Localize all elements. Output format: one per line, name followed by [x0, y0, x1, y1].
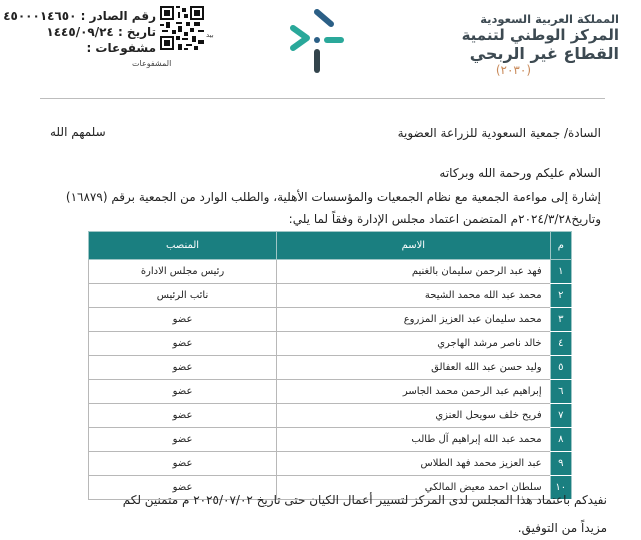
member-position: عضو — [89, 404, 277, 428]
member-name: فهد عبد الرحمن سليمان بالغنيم — [277, 260, 551, 284]
qr-code-icon — [160, 6, 204, 50]
member-name: إبراهيم عبد الرحمن محمد الجاسر — [277, 380, 551, 404]
table-row — [89, 452, 572, 476]
addressee: السادة/ جمعية السعودية للزراعة العضوية — [397, 126, 601, 140]
org-line-2: المركز الوطني لتنمية — [461, 26, 619, 44]
paragraph-1: إشارة إلى مواءمة الجمعية مع نظام الجمعيات والمؤسسات الأهلية، والطلب الوارد من الجمعية برقم (١٦٨٧٩) — [65, 190, 601, 204]
table-row — [89, 308, 572, 332]
ref-attachments-label: مشفوعات : — [86, 41, 156, 55]
member-position: عضو — [89, 452, 277, 476]
row-number: ٣ — [550, 308, 571, 332]
row-number: ٨ — [550, 428, 571, 452]
row-number: ٧ — [550, 404, 571, 428]
org-line-3: القطاع غير الربحي — [469, 44, 619, 63]
table-row — [89, 332, 572, 356]
member-name: سلطان احمد معيض المالكي — [277, 476, 551, 500]
table-row — [89, 356, 572, 380]
ref-number-value: ٤٥٠٠٠١٤٦٥٠ — [3, 9, 77, 23]
member-name: وليد حسن عبد الله العفالق — [277, 356, 551, 380]
row-number: ١٠ — [550, 476, 571, 500]
reference-block — [3, 8, 156, 56]
member-name: فريح خلف سويحل العنزي — [277, 404, 551, 428]
member-position: عضو — [89, 428, 277, 452]
salutation: سلمهم الله — [50, 125, 106, 139]
header-position: المنصب — [89, 232, 277, 260]
paragraph-2: وتاريخ٢٠٢٤/٣/٢٨م المتضمن اعتماد مجلس الإدارة وفقاً لما يلي: — [288, 212, 601, 226]
member-position: عضو — [89, 308, 277, 332]
member-name: محمد سليمان عبد العزيز المزروع — [277, 308, 551, 332]
table-header-row — [89, 232, 572, 260]
org-name-block — [429, 12, 619, 77]
member-position: عضو — [89, 380, 277, 404]
header-num: م — [550, 232, 571, 260]
table-row — [89, 260, 572, 284]
greeting: السلام عليكم ورحمة الله وبركاته — [439, 166, 601, 180]
member-position: رئيس مجلس الادارة — [89, 260, 277, 284]
paragraph-3: نفيدكم باعتماد هذا المجلس لدى المركز لتسيير أعمال الكيان حتى تاريخ ٢٠٢٥/٠٧/٠٢ م متمنين لكم — [122, 493, 607, 507]
member-position: عضو — [89, 476, 277, 500]
row-number: ١ — [550, 260, 571, 284]
row-number: ٤ — [550, 332, 571, 356]
row-number: ٩ — [550, 452, 571, 476]
row-number: ٢ — [550, 284, 571, 308]
org-year: (٢٠٣٠) — [495, 63, 531, 77]
member-position: عضو — [89, 356, 277, 380]
side-small-text: بيد — [206, 31, 214, 39]
member-position: نائب الرئيس — [89, 284, 277, 308]
member-name: عبد العزيز محمد فهد الطلاس — [277, 452, 551, 476]
table-row — [89, 428, 572, 452]
member-name: محمد عبد الله محمد الشيحة — [277, 284, 551, 308]
ref-attachments-row — [26, 40, 156, 56]
table-row — [89, 284, 572, 308]
row-number: ٥ — [550, 356, 571, 380]
ref-number-row — [3, 8, 156, 24]
member-name: محمد عبد الله إبراهيم آل طالب — [277, 428, 551, 452]
member-name: خالد ناصر مرشد الهاجري — [277, 332, 551, 356]
org-line-1: المملكة العربية السعودية — [480, 12, 619, 26]
table-row — [89, 380, 572, 404]
ref-sub-label: المشفوعات — [132, 59, 172, 68]
ref-number-label: رقم الصادر : — [80, 9, 156, 23]
table-row — [89, 404, 572, 428]
row-number: ٦ — [550, 380, 571, 404]
ref-date-label: تاريخ : — [117, 25, 156, 39]
ref-date-row — [26, 24, 156, 40]
member-position: عضو — [89, 332, 277, 356]
paragraph-4: مزيداً من التوفيق. — [517, 521, 607, 535]
ncnp-logo-icon — [287, 8, 347, 78]
board-members-table — [88, 231, 572, 500]
header-name: الاسم — [277, 232, 551, 260]
ref-date-value: ١٤٤٥/٠٩/٢٤ — [46, 25, 114, 39]
header-divider — [40, 98, 605, 99]
